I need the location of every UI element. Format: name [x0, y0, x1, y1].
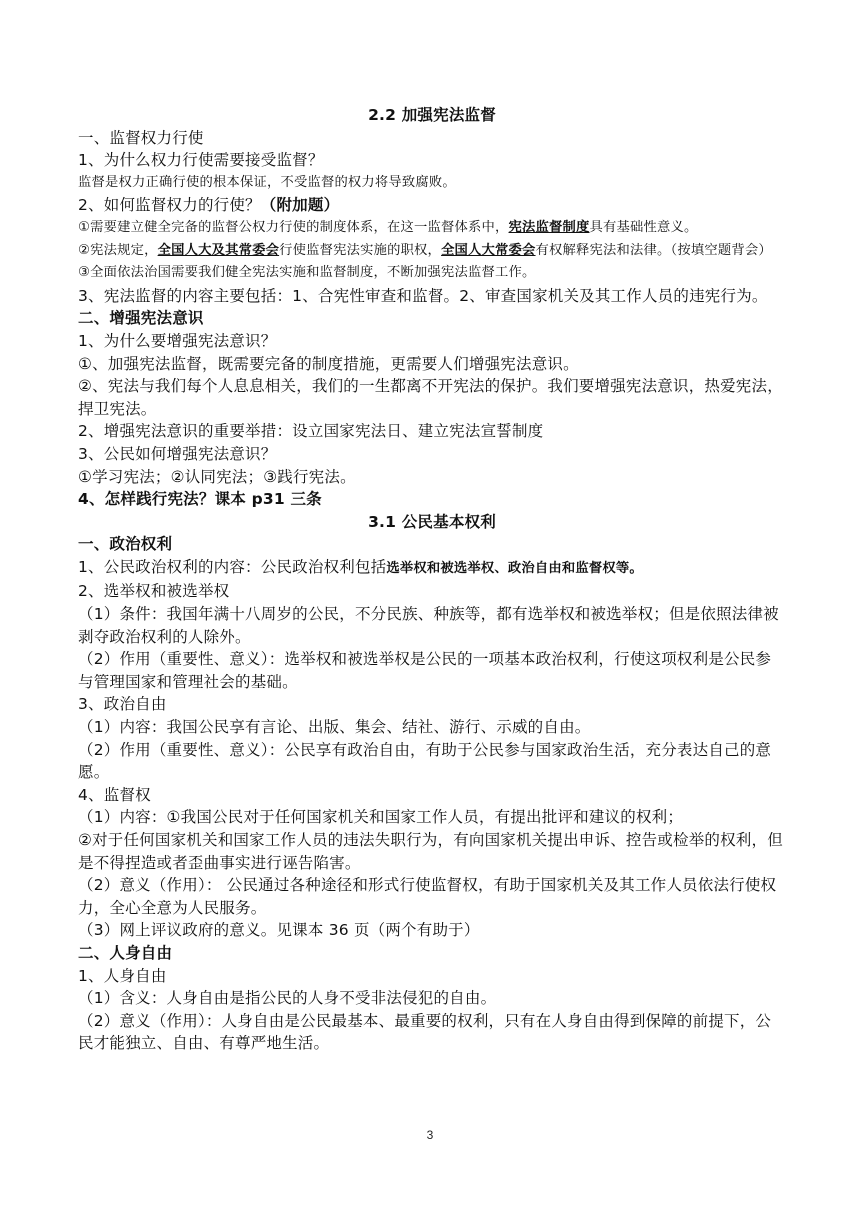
subheading: 4、监督权	[78, 785, 151, 804]
text: 有权解释宪法和法律。（按填空题背会）	[535, 242, 772, 258]
text: 1、公民政治权利的内容：公民政治权利包括	[78, 557, 387, 576]
paragraph: （1）条件：我国年满十八周岁的公民，不分民族、种族等，都有选举权和被选举权；但是依照法律被剥夺政治权利的人除外。	[78, 605, 779, 646]
question	[78, 194, 786, 217]
paragraph: （1）含义：人身自由是指公民的人身不受非法侵犯的自由。	[78, 989, 497, 1008]
text: 具有基础性意义。	[589, 219, 698, 235]
paragraph: （2）意义（作用）：人身自由是公民最基本、最重要的权利，只有在人身自由得到保障的前提下，公民才能独立、自由、有尊严地生活。	[78, 1011, 772, 1053]
question-text: 2、如何监督权力的行使？	[78, 196, 261, 215]
bold-text: 选举权和被选举权、政治自由和监督权等。	[386, 560, 643, 576]
paragraph: （2）意义（作用）： 公民通过各种途径和形式行使监督权，有助于国家机关及其工作人员依法行使权力，全心全意为人民服务。	[78, 876, 777, 917]
paragraph: （2）作用（重要性、意义）：选举权和被选举权是公民的一项基本政治权利，行使这项权利是公民参与管理国家和管理社会的基础。	[78, 650, 772, 691]
paragraph: （1）内容：我国公民享有言论、出版、集会、结社、游行、示威的自由。	[78, 718, 591, 737]
heading: 一、政治权利	[78, 535, 173, 554]
text: 行使监督宪法实施的职权，	[279, 242, 442, 258]
section-title: 2.2 加强宪法监督	[368, 106, 496, 124]
text: ①需要建立健全完备的监督公权力行使的制度体系，在这一监督体系中，	[78, 219, 509, 235]
question: 1、为什么权力行使需要接受监督？	[78, 151, 324, 170]
paragraph: ②对于任何国家机关和国家工作人员的违法失职行为，有向国家机关提出申诉、控告或检举的权利，但是不得捏造或者歪曲事实进行诬告陷害。	[78, 831, 783, 872]
underlined-term: 全国人大及其常委会	[157, 242, 280, 258]
paragraph: （1）内容：①我国公民对于任何国家机关和国家工作人员，有提出批评和建议的权利；	[78, 808, 684, 827]
underlined-term: 全国人大常委会	[441, 242, 536, 258]
answer	[78, 217, 786, 240]
question: 3、宪法监督的内容主要包括：1、合宪性审查和监督。2、审查国家机关及其工作人员的违宪行为。	[78, 286, 768, 305]
question-tag: （附加题）	[260, 196, 340, 215]
answer	[78, 240, 786, 263]
question: 2、增强宪法意识的重要举措：设立国家宪法日、建立宪法宣誓制度	[78, 422, 544, 441]
question: 4、怎样践行宪法？课本 p31 三条	[78, 490, 322, 509]
section-title: 3.1 公民基本权利	[368, 512, 496, 531]
paragraph	[78, 556, 786, 581]
text: ②宪法规定，	[78, 242, 158, 258]
question: 3、公民如何增强宪法意识？	[78, 444, 277, 463]
subheading: 2、选举权和被选举权	[78, 582, 230, 601]
page-number: 3	[426, 1128, 434, 1142]
answer: 监督是权力正确行使的根本保证，不受监督的权力将导致腐败。	[78, 174, 456, 190]
question: 1、为什么要增强宪法意识？	[78, 331, 277, 350]
subheading: 1、人身自由	[78, 966, 167, 985]
answer: ②、宪法与我们每个人息息相关，我们的一生都离不开宪法的保护。我们要增强宪法意识，热爱宪法，捍卫宪法。	[78, 377, 783, 418]
subheading: 3、政治自由	[78, 695, 167, 714]
heading: 二、增强宪法意识	[78, 309, 204, 328]
answer: ①、加强宪法监督，既需要完备的制度措施，更需要人们增强宪法意识。	[78, 354, 579, 373]
paragraph: （2）作用（重要性、意义）：公民享有政治自由，有助于公民参与国家政治生活，充分表达自己的意愿。	[78, 740, 772, 782]
underlined-term: 宪法监督制度	[508, 219, 590, 235]
answer: ③全面依法治国需要我们健全宪法实施和监督制度，不断加强宪法监督工作。	[78, 265, 536, 281]
paragraph: （3）网上评议政府的意义。见课本 36 页（两个有助于）	[78, 921, 480, 940]
heading: 二、人身自由	[78, 943, 173, 962]
heading: 一、监督权力行使	[78, 128, 204, 147]
document-page	[78, 104, 786, 1055]
answer: ①学习宪法；②认同宪法；③践行宪法。	[78, 467, 356, 486]
